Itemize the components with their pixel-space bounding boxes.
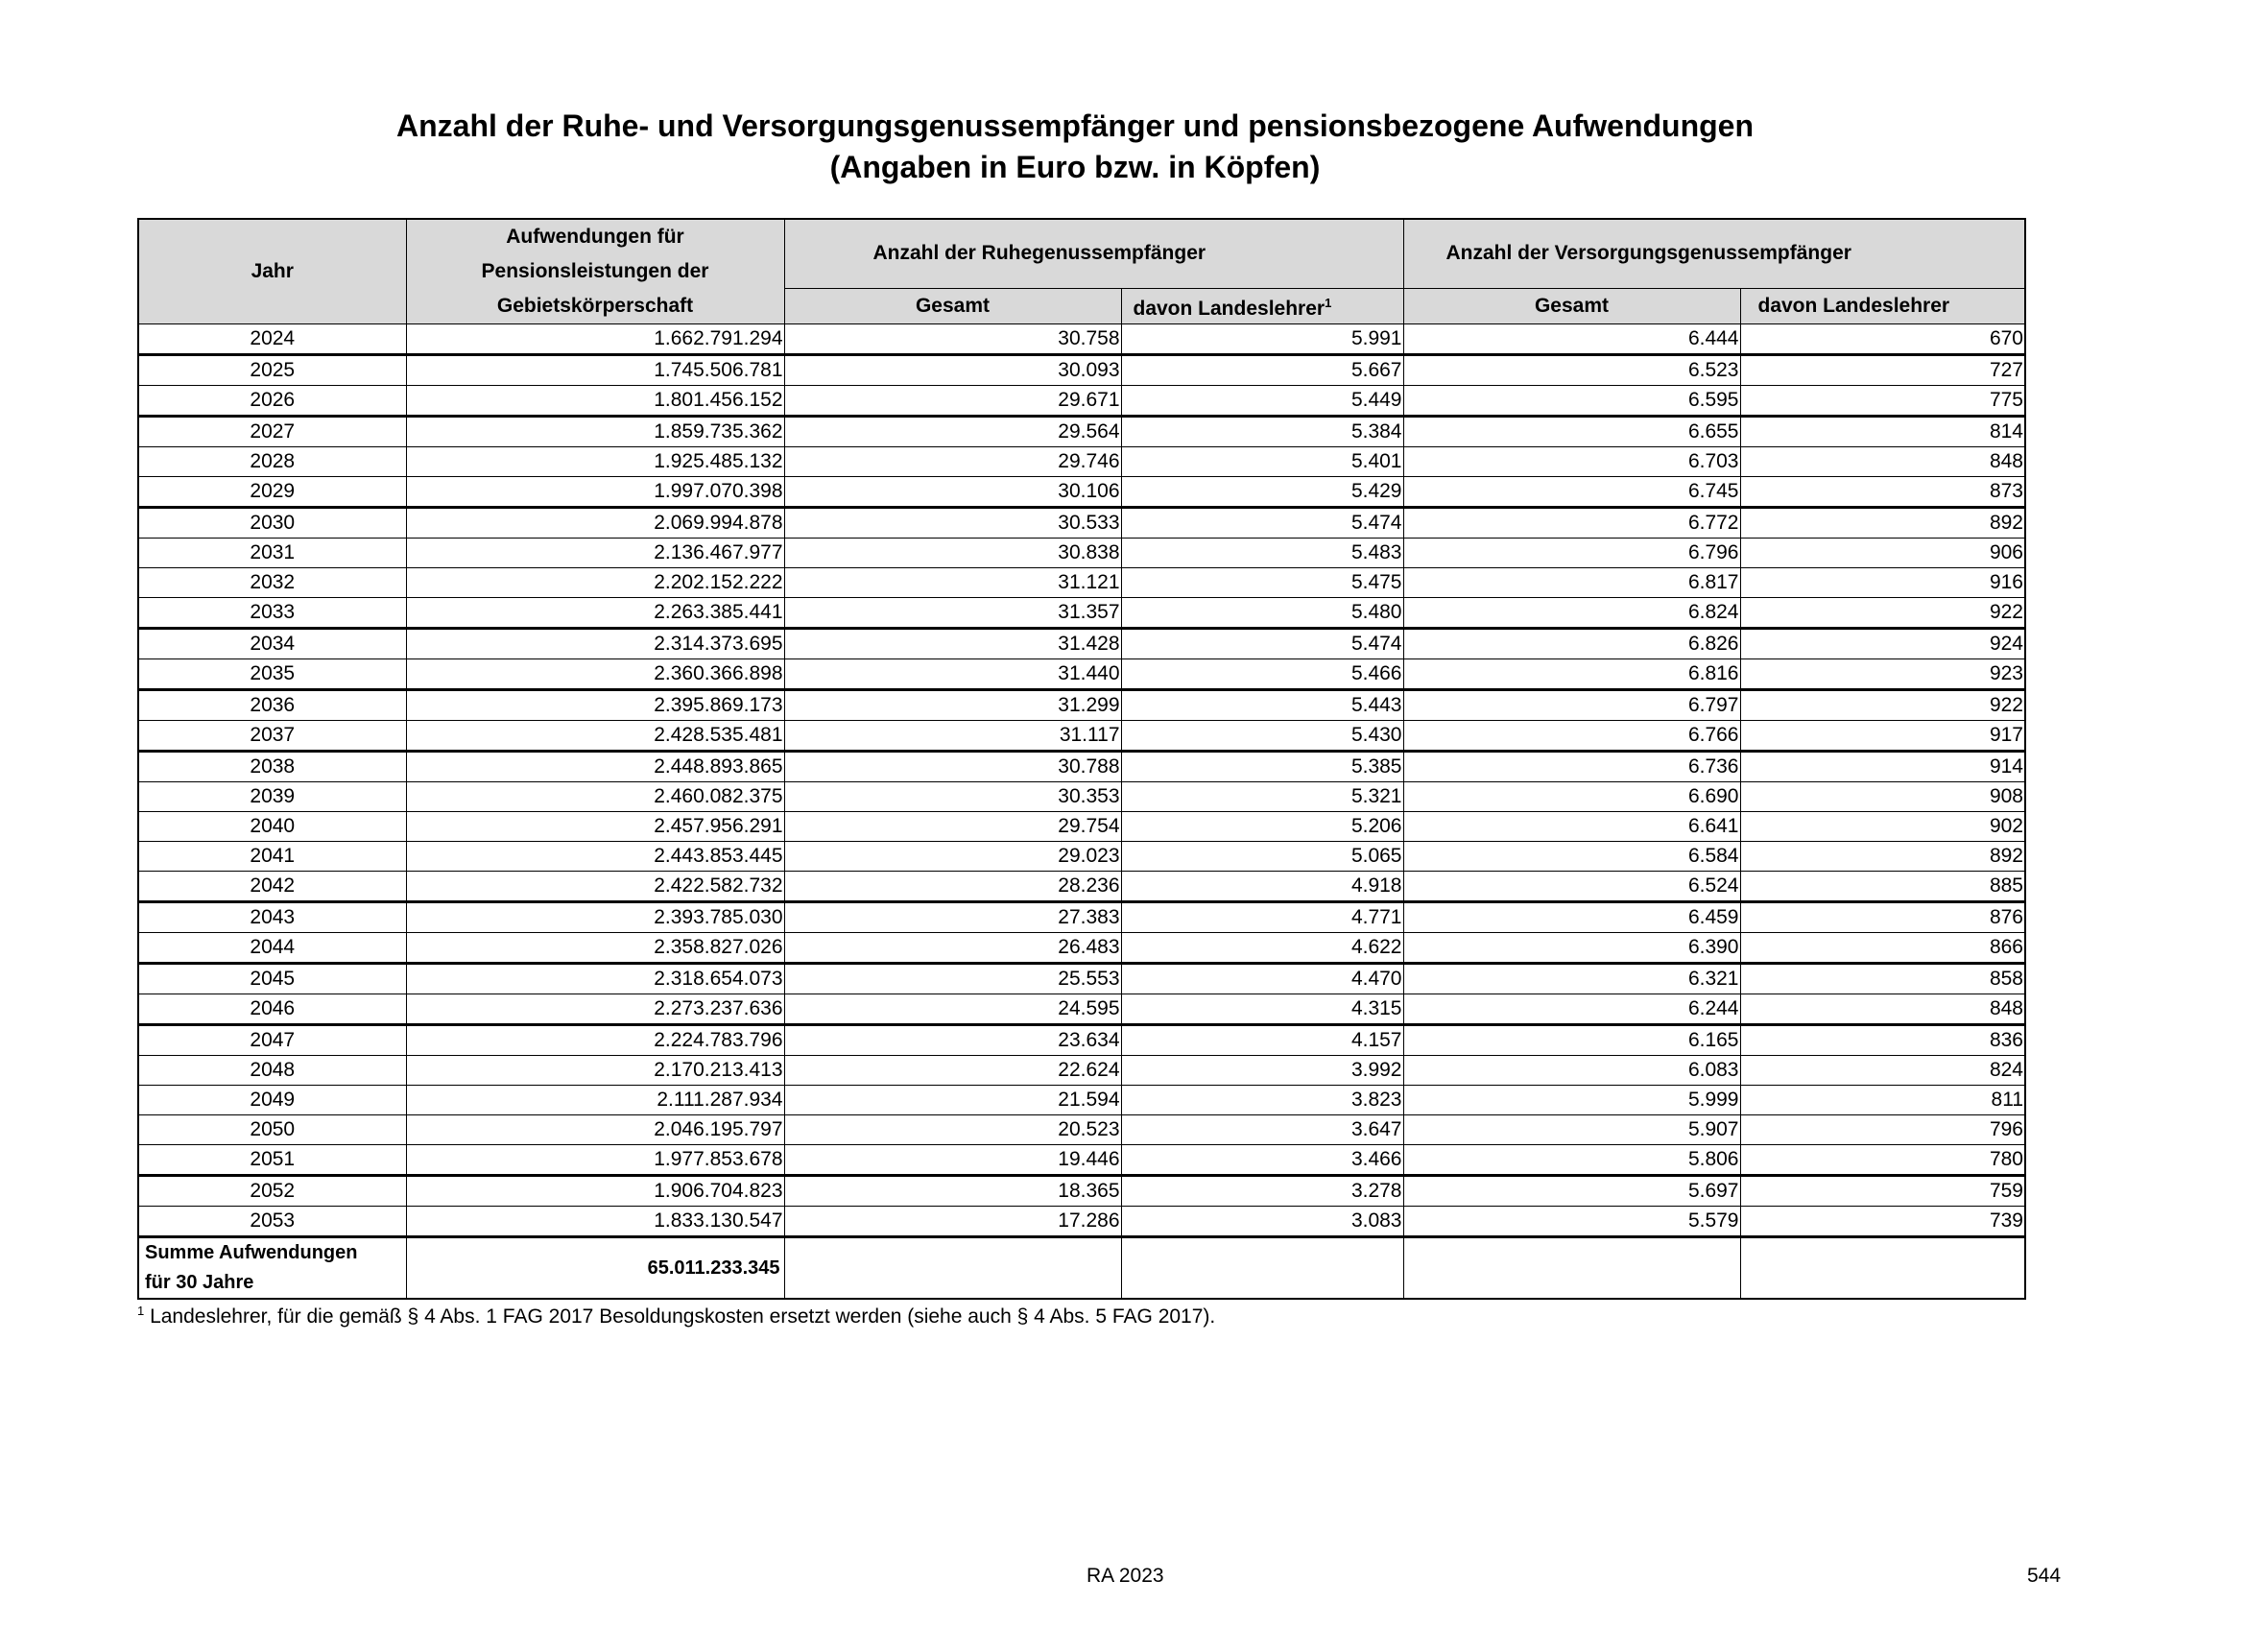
footnote (137, 1304, 1215, 1329)
header-versorgung-landeslehrer: davon Landeslehrer (1740, 288, 2025, 323)
table-row (138, 933, 2025, 964)
cell-ruhe-gesamt: 28.236 (784, 872, 1121, 902)
table-row (138, 1115, 2025, 1145)
table-row (138, 477, 2025, 508)
cell-versorgung-landeslehrer: 917 (1740, 721, 2025, 752)
cell-year: 2044 (138, 933, 406, 964)
cell-ruhe-landeslehrer: 5.206 (1121, 812, 1403, 842)
cell-versorgung-gesamt: 6.641 (1403, 812, 1740, 842)
table-row (138, 1025, 2025, 1056)
cell-versorgung-landeslehrer: 670 (1740, 324, 2025, 355)
header-ruhe-gesamt: Gesamt (784, 288, 1121, 323)
table-row (138, 629, 2025, 659)
cell-aufwendungen: 1.662.791.294 (406, 324, 784, 355)
cell-ruhe-landeslehrer: 5.321 (1121, 782, 1403, 812)
sum-label-line1: Summe Aufwendungen (145, 1242, 358, 1263)
cell-year: 2036 (138, 690, 406, 721)
cell-ruhe-landeslehrer: 5.449 (1121, 386, 1403, 417)
cell-versorgung-landeslehrer: 824 (1740, 1056, 2025, 1086)
cell-versorgung-landeslehrer: 892 (1740, 842, 2025, 872)
cell-ruhe-landeslehrer: 4.918 (1121, 872, 1403, 902)
cell-year: 2047 (138, 1025, 406, 1056)
cell-versorgung-landeslehrer: 866 (1740, 933, 2025, 964)
cell-year: 2040 (138, 812, 406, 842)
cell-ruhe-landeslehrer: 4.157 (1121, 1025, 1403, 1056)
cell-aufwendungen: 2.460.082.375 (406, 782, 784, 812)
cell-year: 2035 (138, 659, 406, 690)
table-row (138, 324, 2025, 355)
cell-versorgung-landeslehrer: 914 (1740, 752, 2025, 782)
header-ruhe-landeslehrer (1121, 288, 1403, 323)
cell-aufwendungen: 2.457.956.291 (406, 812, 784, 842)
cell-versorgung-gesamt: 6.772 (1403, 508, 1740, 539)
cell-aufwendungen: 2.170.213.413 (406, 1056, 784, 1086)
footnote-marker: 1 (1325, 295, 1332, 310)
table-row (138, 842, 2025, 872)
table-row (138, 508, 2025, 539)
cell-aufwendungen: 2.358.827.026 (406, 933, 784, 964)
header-aufwendungen (406, 219, 784, 324)
cell-ruhe-landeslehrer: 5.429 (1121, 477, 1403, 508)
cell-aufwendungen: 2.360.366.898 (406, 659, 784, 690)
cell-ruhe-gesamt: 29.754 (784, 812, 1121, 842)
cell-aufwendungen: 2.393.785.030 (406, 902, 784, 933)
cell-versorgung-gesamt: 6.524 (1403, 872, 1740, 902)
cell-ruhe-gesamt: 30.838 (784, 539, 1121, 568)
table-row (138, 355, 2025, 386)
cell-versorgung-landeslehrer: 848 (1740, 994, 2025, 1025)
cell-ruhe-gesamt: 31.440 (784, 659, 1121, 690)
cell-versorgung-gesamt: 6.816 (1403, 659, 1740, 690)
cell-versorgung-gesamt: 6.083 (1403, 1056, 1740, 1086)
table-row (138, 721, 2025, 752)
cell-versorgung-landeslehrer: 739 (1740, 1207, 2025, 1237)
table-row (138, 539, 2025, 568)
cell-ruhe-landeslehrer: 4.771 (1121, 902, 1403, 933)
cell-versorgung-landeslehrer: 858 (1740, 964, 2025, 994)
page-number: 544 (2027, 1565, 2062, 1587)
cell-year: 2049 (138, 1086, 406, 1115)
cell-aufwendungen: 2.318.654.073 (406, 964, 784, 994)
cell-ruhe-landeslehrer: 3.647 (1121, 1115, 1403, 1145)
cell-year: 2027 (138, 417, 406, 447)
cell-aufwendungen: 2.136.467.977 (406, 539, 784, 568)
cell-year: 2025 (138, 355, 406, 386)
cell-year: 2053 (138, 1207, 406, 1237)
cell-year: 2039 (138, 782, 406, 812)
cell-year: 2052 (138, 1176, 406, 1207)
table-row (138, 386, 2025, 417)
cell-versorgung-landeslehrer: 902 (1740, 812, 2025, 842)
cell-year: 2050 (138, 1115, 406, 1145)
cell-ruhe-gesamt: 23.634 (784, 1025, 1121, 1056)
empty-cell (1740, 1237, 2025, 1300)
cell-versorgung-landeslehrer: 775 (1740, 386, 2025, 417)
table-row (138, 782, 2025, 812)
cell-ruhe-landeslehrer: 5.474 (1121, 629, 1403, 659)
cell-versorgung-landeslehrer: 924 (1740, 629, 2025, 659)
cell-ruhe-landeslehrer: 5.430 (1121, 721, 1403, 752)
header-ruhegenuss: Anzahl der Ruhegenussempfänger (784, 219, 1403, 288)
table-row (138, 1176, 2025, 1207)
cell-ruhe-gesamt: 31.117 (784, 721, 1121, 752)
cell-aufwendungen: 1.801.456.152 (406, 386, 784, 417)
cell-ruhe-gesamt: 18.365 (784, 1176, 1121, 1207)
table-row (138, 690, 2025, 721)
table-row (138, 964, 2025, 994)
cell-year: 2033 (138, 598, 406, 629)
cell-ruhe-landeslehrer: 3.278 (1121, 1176, 1403, 1207)
cell-aufwendungen: 2.422.582.732 (406, 872, 784, 902)
footnote-text: Landeslehrer, für die gemäß § 4 Abs. 1 FAG 2017 Besoldungskosten ersetzt werden (siehe auch § 4 Abs. 5 FAG 2017). (144, 1305, 1216, 1328)
cell-versorgung-gesamt: 6.826 (1403, 629, 1740, 659)
cell-versorgung-gesamt: 5.579 (1403, 1207, 1740, 1237)
cell-ruhe-gesamt: 30.788 (784, 752, 1121, 782)
cell-ruhe-gesamt: 19.446 (784, 1145, 1121, 1176)
cell-versorgung-landeslehrer: 811 (1740, 1086, 2025, 1115)
cell-aufwendungen: 1.859.735.362 (406, 417, 784, 447)
header-ruhe-landeslehrer-label: davon Landeslehrer (1133, 297, 1326, 320)
cell-ruhe-gesamt: 29.746 (784, 447, 1121, 477)
cell-ruhe-gesamt: 22.624 (784, 1056, 1121, 1086)
empty-cell (1121, 1237, 1403, 1300)
cell-aufwendungen: 2.395.869.173 (406, 690, 784, 721)
cell-year: 2037 (138, 721, 406, 752)
cell-aufwendungen: 1.745.506.781 (406, 355, 784, 386)
cell-ruhe-gesamt: 29.023 (784, 842, 1121, 872)
cell-ruhe-landeslehrer: 5.401 (1121, 447, 1403, 477)
cell-versorgung-gesamt: 6.595 (1403, 386, 1740, 417)
cell-year: 2030 (138, 508, 406, 539)
sum-label (138, 1237, 406, 1300)
table-row (138, 568, 2025, 598)
sum-label-line2: für 30 Jahre (145, 1272, 254, 1293)
cell-versorgung-gesamt: 6.796 (1403, 539, 1740, 568)
cell-aufwendungen: 2.448.893.865 (406, 752, 784, 782)
footer-report-label: RA 2023 (1087, 1565, 1164, 1587)
table-row (138, 598, 2025, 629)
cell-aufwendungen: 2.111.287.934 (406, 1086, 784, 1115)
cell-versorgung-gesamt: 6.444 (1403, 324, 1740, 355)
cell-year: 2026 (138, 386, 406, 417)
cell-ruhe-landeslehrer: 5.385 (1121, 752, 1403, 782)
cell-ruhe-landeslehrer: 5.065 (1121, 842, 1403, 872)
cell-ruhe-landeslehrer: 4.470 (1121, 964, 1403, 994)
cell-aufwendungen: 2.273.237.636 (406, 994, 784, 1025)
cell-aufwendungen: 2.428.535.481 (406, 721, 784, 752)
cell-aufwendungen: 1.925.485.132 (406, 447, 784, 477)
cell-aufwendungen: 1.906.704.823 (406, 1176, 784, 1207)
cell-ruhe-landeslehrer: 5.480 (1121, 598, 1403, 629)
cell-ruhe-gesamt: 31.428 (784, 629, 1121, 659)
header-aufwendungen-line1: Aufwendungen für (506, 226, 684, 248)
cell-ruhe-gesamt: 30.353 (784, 782, 1121, 812)
cell-ruhe-landeslehrer: 5.475 (1121, 568, 1403, 598)
cell-year: 2046 (138, 994, 406, 1025)
cell-ruhe-gesamt: 31.121 (784, 568, 1121, 598)
cell-year: 2032 (138, 568, 406, 598)
cell-aufwendungen: 1.997.070.398 (406, 477, 784, 508)
cell-ruhe-landeslehrer: 4.622 (1121, 933, 1403, 964)
table-row (138, 994, 2025, 1025)
cell-versorgung-landeslehrer: 885 (1740, 872, 2025, 902)
cell-year: 2034 (138, 629, 406, 659)
cell-versorgung-gesamt: 5.806 (1403, 1145, 1740, 1176)
cell-aufwendungen: 2.443.853.445 (406, 842, 784, 872)
cell-aufwendungen: 2.046.195.797 (406, 1115, 784, 1145)
cell-versorgung-gesamt: 6.584 (1403, 842, 1740, 872)
table-row (138, 1207, 2025, 1237)
cell-aufwendungen: 2.224.783.796 (406, 1025, 784, 1056)
cell-versorgung-landeslehrer: 906 (1740, 539, 2025, 568)
cell-versorgung-gesamt: 6.244 (1403, 994, 1740, 1025)
table-row (138, 417, 2025, 447)
cell-versorgung-landeslehrer: 727 (1740, 355, 2025, 386)
header-aufwendungen-line2: Pensionsleistungen der (481, 260, 709, 282)
cell-versorgung-gesamt: 6.390 (1403, 933, 1740, 964)
cell-year: 2048 (138, 1056, 406, 1086)
page-subtitle: (Angaben in Euro bzw. in Köpfen) (829, 150, 1321, 184)
cell-ruhe-landeslehrer: 4.315 (1121, 994, 1403, 1025)
cell-ruhe-gesamt: 30.758 (784, 324, 1121, 355)
cell-ruhe-gesamt: 29.564 (784, 417, 1121, 447)
cell-year: 2041 (138, 842, 406, 872)
cell-ruhe-landeslehrer: 3.823 (1121, 1086, 1403, 1115)
cell-year: 2028 (138, 447, 406, 477)
cell-versorgung-landeslehrer: 873 (1740, 477, 2025, 508)
cell-year: 2051 (138, 1145, 406, 1176)
cell-versorgung-landeslehrer: 922 (1740, 690, 2025, 721)
cell-versorgung-landeslehrer: 892 (1740, 508, 2025, 539)
cell-versorgung-landeslehrer: 908 (1740, 782, 2025, 812)
cell-versorgung-gesamt: 6.703 (1403, 447, 1740, 477)
empty-cell (1403, 1237, 1740, 1300)
cell-versorgung-landeslehrer: 814 (1740, 417, 2025, 447)
cell-versorgung-landeslehrer: 848 (1740, 447, 2025, 477)
cell-ruhe-gesamt: 29.671 (784, 386, 1121, 417)
cell-ruhe-gesamt: 20.523 (784, 1115, 1121, 1145)
table-row (138, 902, 2025, 933)
cell-ruhe-landeslehrer: 5.667 (1121, 355, 1403, 386)
cell-versorgung-landeslehrer: 916 (1740, 568, 2025, 598)
cell-ruhe-gesamt: 17.286 (784, 1207, 1121, 1237)
cell-year: 2029 (138, 477, 406, 508)
cell-ruhe-landeslehrer: 3.466 (1121, 1145, 1403, 1176)
cell-versorgung-gesamt: 6.459 (1403, 902, 1740, 933)
cell-versorgung-gesamt: 6.766 (1403, 721, 1740, 752)
sum-value: 65.011.233.345 (406, 1237, 784, 1300)
cell-versorgung-landeslehrer: 876 (1740, 902, 2025, 933)
header-versorgungsgenuss: Anzahl der Versorgungsgenussempfänger (1403, 219, 2025, 288)
table-row (138, 872, 2025, 902)
cell-aufwendungen: 2.263.385.441 (406, 598, 784, 629)
cell-versorgung-gesamt: 6.736 (1403, 752, 1740, 782)
table-row (138, 1145, 2025, 1176)
cell-aufwendungen: 1.977.853.678 (406, 1145, 784, 1176)
table-row (138, 1056, 2025, 1086)
cell-year: 2045 (138, 964, 406, 994)
cell-year: 2043 (138, 902, 406, 933)
cell-ruhe-gesamt: 31.357 (784, 598, 1121, 629)
cell-versorgung-gesamt: 6.321 (1403, 964, 1740, 994)
cell-versorgung-gesamt: 6.817 (1403, 568, 1740, 598)
table-row (138, 659, 2025, 690)
cell-ruhe-gesamt: 21.594 (784, 1086, 1121, 1115)
cell-ruhe-gesamt: 30.093 (784, 355, 1121, 386)
cell-versorgung-gesamt: 6.523 (1403, 355, 1740, 386)
table-row (138, 1086, 2025, 1115)
cell-ruhe-gesamt: 24.595 (784, 994, 1121, 1025)
cell-versorgung-gesamt: 6.824 (1403, 598, 1740, 629)
cell-ruhe-gesamt: 26.483 (784, 933, 1121, 964)
header-versorgung-gesamt: Gesamt (1403, 288, 1740, 323)
cell-versorgung-landeslehrer: 780 (1740, 1145, 2025, 1176)
cell-versorgung-gesamt: 6.690 (1403, 782, 1740, 812)
cell-aufwendungen: 1.833.130.547 (406, 1207, 784, 1237)
cell-ruhe-landeslehrer: 3.083 (1121, 1207, 1403, 1237)
cell-ruhe-landeslehrer: 5.991 (1121, 324, 1403, 355)
header-aufwendungen-line3: Gebietskörperschaft (496, 295, 694, 317)
footnote-mark: 1 (137, 1304, 145, 1318)
cell-aufwendungen: 2.202.152.222 (406, 568, 784, 598)
cell-aufwendungen: 2.314.373.695 (406, 629, 784, 659)
cell-versorgung-landeslehrer: 922 (1740, 598, 2025, 629)
cell-versorgung-gesamt: 6.797 (1403, 690, 1740, 721)
header-jahr: Jahr (138, 219, 406, 324)
cell-ruhe-gesamt: 31.299 (784, 690, 1121, 721)
page-title: Anzahl der Ruhe- und Versorgungsgenussempfänger und pensionsbezogene Aufwendungen (395, 108, 1755, 143)
cell-ruhe-landeslehrer: 5.466 (1121, 659, 1403, 690)
cell-ruhe-gesamt: 30.106 (784, 477, 1121, 508)
cell-ruhe-gesamt: 30.533 (784, 508, 1121, 539)
cell-ruhe-landeslehrer: 3.992 (1121, 1056, 1403, 1086)
cell-versorgung-landeslehrer: 923 (1740, 659, 2025, 690)
cell-aufwendungen: 2.069.994.878 (406, 508, 784, 539)
cell-ruhe-gesamt: 25.553 (784, 964, 1121, 994)
cell-ruhe-landeslehrer: 5.474 (1121, 508, 1403, 539)
cell-year: 2042 (138, 872, 406, 902)
cell-ruhe-landeslehrer: 5.483 (1121, 539, 1403, 568)
cell-versorgung-gesamt: 6.655 (1403, 417, 1740, 447)
cell-year: 2024 (138, 324, 406, 355)
cell-ruhe-gesamt: 27.383 (784, 902, 1121, 933)
empty-cell (784, 1237, 1121, 1300)
table-row (138, 812, 2025, 842)
cell-versorgung-gesamt: 6.745 (1403, 477, 1740, 508)
cell-versorgung-landeslehrer: 836 (1740, 1025, 2025, 1056)
cell-versorgung-landeslehrer: 796 (1740, 1115, 2025, 1145)
table-row (138, 752, 2025, 782)
cell-year: 2031 (138, 539, 406, 568)
cell-versorgung-landeslehrer: 759 (1740, 1176, 2025, 1207)
cell-versorgung-gesamt: 5.907 (1403, 1115, 1740, 1145)
table-row (138, 447, 2025, 477)
cell-versorgung-gesamt: 6.165 (1403, 1025, 1740, 1056)
cell-ruhe-landeslehrer: 5.384 (1121, 417, 1403, 447)
cell-versorgung-gesamt: 5.697 (1403, 1176, 1740, 1207)
cell-versorgung-gesamt: 5.999 (1403, 1086, 1740, 1115)
cell-ruhe-landeslehrer: 5.443 (1121, 690, 1403, 721)
pension-table (137, 218, 2026, 1300)
cell-year: 2038 (138, 752, 406, 782)
